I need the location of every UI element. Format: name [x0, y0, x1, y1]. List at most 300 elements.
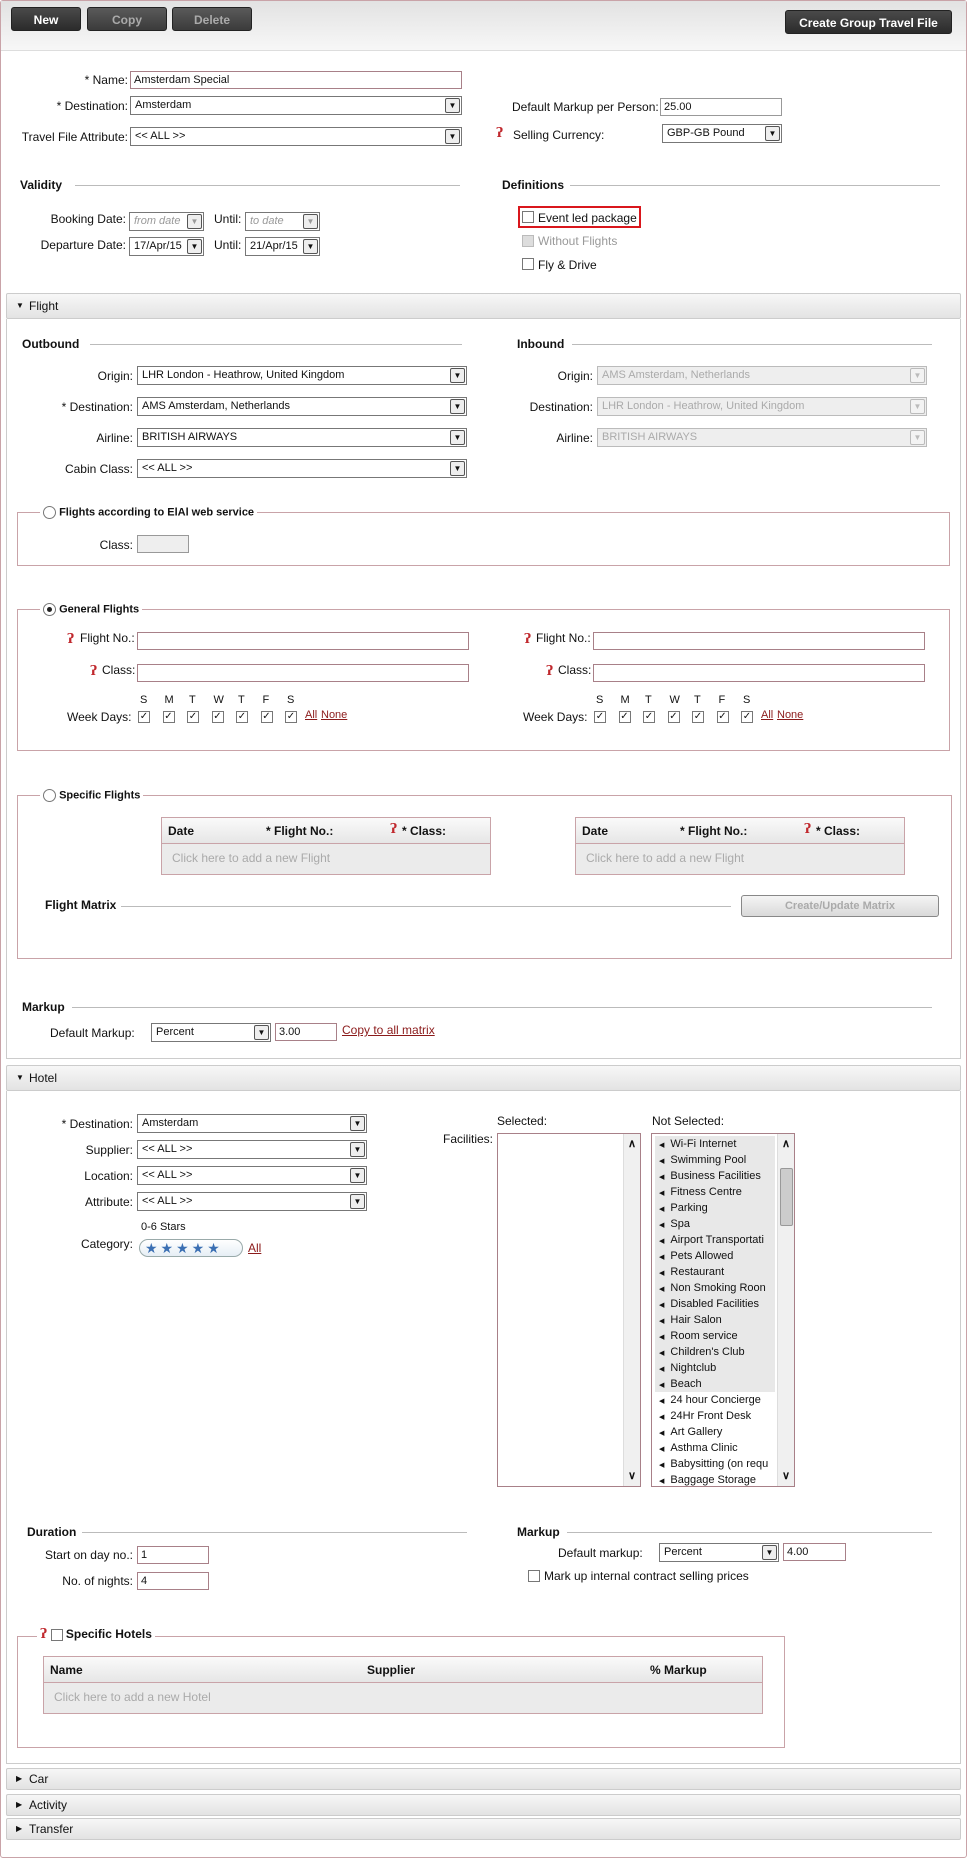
chevron-down-icon: ▼	[910, 430, 925, 445]
facility-item[interactable]	[655, 1280, 775, 1296]
create-update-matrix-button[interactable]: Create/Update Matrix	[741, 895, 939, 917]
facility-item[interactable]	[655, 1200, 775, 1216]
outbound-title: Outbound	[22, 337, 80, 351]
in-day-checkbox[interactable]: ✓	[693, 711, 703, 722]
help-icon[interactable]: ʔ	[390, 822, 398, 837]
facility-item[interactable]	[655, 1184, 775, 1200]
travel-file-attribute-label: Travel File Attribute:	[21, 130, 128, 144]
out-day-label: S	[287, 694, 295, 706]
internal-markup-label: Mark up internal contract selling prices	[544, 1569, 749, 1583]
chevron-down-icon: ▼	[450, 430, 465, 445]
flight-markup-type-value: Percent	[156, 1026, 194, 1038]
out-destination-select[interactable]	[137, 397, 467, 416]
not-selected-label: Not Selected:	[652, 1114, 725, 1128]
table-header	[162, 818, 490, 844]
in-day-label: M	[620, 694, 630, 706]
facility-item[interactable]	[655, 1216, 775, 1232]
divider	[570, 185, 940, 186]
specific-flights-legend	[40, 789, 143, 802]
location-value: << ALL >>	[142, 1169, 193, 1181]
in-day-checkbox[interactable]: ✓	[718, 711, 727, 722]
location-select[interactable]	[137, 1166, 367, 1185]
hotel-markup-type-select[interactable]	[659, 1543, 779, 1562]
table-header	[576, 818, 904, 844]
move-left-icon: ◀	[659, 1446, 665, 1453]
move-left-icon: ◀	[659, 1382, 665, 1389]
move-left-icon: ◀	[659, 1286, 665, 1293]
in-day-checkbox[interactable]: ✓	[742, 711, 752, 722]
add-flight-row[interactable]: Click here to add a new Flight	[172, 851, 331, 865]
col-markup: % Markup	[650, 1663, 707, 1677]
facility-label: Airport Transportati	[670, 1234, 764, 1246]
event-led-checkbox[interactable]	[522, 211, 534, 223]
facility-label: Baggage Storage	[670, 1474, 757, 1486]
activity-panel-header[interactable]	[6, 1794, 961, 1816]
name-input[interactable]: Amsterdam Special	[130, 71, 462, 89]
move-left-icon: ◀	[659, 1430, 665, 1437]
out-airline-label: Airline:	[96, 431, 133, 445]
out-class-label: Class:	[102, 663, 136, 677]
out-weekdays-label: Week Days:	[67, 710, 132, 724]
move-left-icon: ◀	[659, 1366, 665, 1373]
star-rating-slider[interactable]: ★★★★★	[139, 1239, 243, 1257]
selling-currency-select[interactable]	[662, 124, 782, 143]
cabin-class-value: << ALL >>	[142, 462, 193, 474]
help-icon[interactable]: ʔ	[40, 1627, 48, 1642]
definitions-section-title: Definitions	[502, 178, 564, 192]
facility-label: Swimming Pool	[670, 1154, 747, 1166]
in-airline-label: Airline:	[556, 431, 593, 445]
out-all-link[interactable]: All	[305, 709, 318, 721]
in-day-checkbox[interactable]: ✓	[620, 711, 629, 722]
default-markup-input[interactable]: 25.00	[660, 98, 782, 116]
out-day-label: T	[189, 694, 196, 706]
divider	[90, 344, 462, 345]
booking-to-date[interactable]	[245, 212, 320, 231]
out-day-label: M	[164, 694, 174, 706]
facility-item[interactable]	[655, 1456, 775, 1472]
without-flights-checkbox[interactable]	[522, 235, 534, 247]
hotel-markup-title: Markup	[517, 1525, 560, 1539]
hotel-markup-type-value: Percent	[664, 1546, 702, 1558]
out-day-checkbox[interactable]: ✓	[262, 711, 271, 722]
fly-drive-label: Fly & Drive	[538, 258, 597, 272]
facility-label: Spa	[670, 1218, 690, 1230]
out-day-checkbox[interactable]: ✓	[188, 711, 198, 722]
in-origin-select[interactable]	[597, 366, 927, 385]
hotel-attribute-value: << ALL >>	[142, 1195, 193, 1207]
facility-label: Children's Club	[670, 1346, 745, 1358]
move-left-icon: ◀	[659, 1334, 665, 1341]
in-day-label: T	[694, 694, 701, 706]
departure-date-label: Departure Date:	[40, 238, 126, 252]
in-day-label: S	[743, 694, 751, 706]
elal-legend	[40, 506, 257, 519]
facility-label: Restaurant	[670, 1266, 725, 1278]
out-day-checkbox[interactable]: ✓	[213, 711, 222, 722]
facility-item[interactable]	[655, 1328, 775, 1344]
out-origin-select[interactable]	[137, 366, 467, 385]
out-day-checkbox[interactable]: ✓	[286, 711, 296, 722]
destination-label: * Destination:	[56, 99, 128, 113]
col-class: * Class:	[816, 824, 861, 838]
facility-label: 24Hr Front Desk	[670, 1410, 752, 1422]
move-left-icon: ◀	[659, 1318, 665, 1325]
selected-facilities-list[interactable]	[497, 1133, 641, 1487]
not-selected-facilities-list[interactable]	[651, 1133, 795, 1487]
booking-from-date[interactable]	[129, 212, 204, 231]
chevron-down-icon: ▼	[910, 368, 925, 383]
chevron-down-icon: ▼	[910, 399, 925, 414]
facility-label: Business Facilities	[670, 1170, 761, 1182]
facility-label: 24 hour Concierge	[670, 1394, 761, 1406]
facility-label: Nightclub	[670, 1362, 717, 1374]
hotel-markup-input[interactable]: 4.00	[783, 1543, 846, 1561]
chevron-down-icon: ▼	[445, 98, 460, 113]
hotel-destination-select[interactable]	[137, 1114, 367, 1133]
chevron-down-icon: ▼	[445, 129, 460, 144]
calendar-dropdown-icon: ▼	[303, 239, 318, 254]
facility-label: Wi-Fi Internet	[670, 1138, 737, 1150]
collapse-triangle-icon: ▼	[16, 1073, 24, 1082]
location-label: Location:	[84, 1169, 133, 1183]
flight-panel-title: Flight	[29, 299, 59, 313]
start-day-input[interactable]: 1	[137, 1546, 209, 1564]
scroll-up-icon[interactable]: ∧	[627, 1138, 637, 1150]
move-left-icon: ◀	[659, 1158, 665, 1165]
elal-radio[interactable]	[43, 506, 56, 519]
hotel-panel-header[interactable]	[6, 1065, 961, 1091]
scroll-up-icon[interactable]: ∧	[781, 1138, 791, 1150]
help-icon[interactable]: ʔ	[804, 822, 812, 837]
facility-item[interactable]	[655, 1408, 775, 1424]
flight-markup-input[interactable]: 3.00	[275, 1023, 337, 1041]
outbound-flights-table	[161, 817, 491, 875]
out-day-checkbox[interactable]: ✓	[139, 711, 149, 722]
move-left-icon: ◀	[659, 1270, 665, 1277]
facility-label: Babysitting (on requ	[670, 1458, 769, 1470]
col-supplier: Supplier	[367, 1663, 416, 1677]
travel-file-attribute-select[interactable]	[130, 127, 462, 146]
delete-button[interactable]: Delete	[172, 7, 252, 31]
col-name: Name	[50, 1663, 83, 1677]
facility-item[interactable]	[655, 1440, 775, 1456]
car-panel-header[interactable]	[6, 1768, 961, 1790]
cabin-class-label: Cabin Class:	[64, 462, 133, 476]
facility-item[interactable]	[655, 1344, 775, 1360]
new-button[interactable]: New	[11, 7, 81, 31]
move-left-icon: ◀	[659, 1414, 665, 1421]
transfer-panel-header[interactable]	[6, 1818, 961, 1840]
specific-flights-radio[interactable]	[43, 789, 56, 802]
scroll-thumb[interactable]	[780, 1168, 793, 1226]
toolbar	[1, 1, 966, 51]
move-left-icon: ◀	[659, 1398, 665, 1405]
in-origin-label: Origin:	[557, 369, 593, 383]
facilities-label: Facilities:	[443, 1132, 494, 1146]
departure-until-label: Until:	[214, 238, 242, 252]
in-flight-no-label: Flight No.:	[536, 631, 591, 645]
facility-item[interactable]	[655, 1296, 775, 1312]
chevron-down-icon: ▼	[450, 399, 465, 414]
facility-label: Room service	[670, 1330, 738, 1342]
move-left-icon: ◀	[659, 1222, 665, 1229]
specific-hotels-table	[43, 1656, 763, 1714]
chevron-down-icon: ▼	[350, 1116, 365, 1131]
general-flights-legend	[40, 603, 142, 616]
calendar-dropdown-icon: ▼	[187, 239, 202, 254]
departure-from-value: 17/Apr/15	[134, 240, 182, 252]
facility-label: Disabled Facilities	[670, 1298, 760, 1310]
stars-all-link[interactable]: All	[248, 1241, 262, 1255]
booking-date-label: Booking Date:	[50, 212, 126, 226]
out-origin-value: LHR London - Heathrow, United Kingdom	[142, 369, 345, 381]
move-left-icon: ◀	[659, 1174, 665, 1181]
divider	[82, 1532, 467, 1533]
chevron-down-icon: ▼	[450, 368, 465, 383]
out-day-checkbox[interactable]: ✓	[237, 711, 247, 722]
expand-triangle-icon: ▶	[16, 1800, 23, 1809]
help-icon[interactable]: ʔ	[67, 632, 75, 647]
facility-label: Pets Allowed	[670, 1250, 734, 1262]
destination-value: Amsterdam	[135, 99, 192, 111]
facility-label: Art Gallery	[670, 1426, 723, 1438]
departure-from-date[interactable]	[129, 237, 204, 256]
facility-label: Parking	[670, 1202, 708, 1214]
hotel-attribute-select[interactable]	[137, 1192, 367, 1211]
out-day-label: T	[238, 694, 245, 706]
in-all-link[interactable]: All	[761, 709, 774, 721]
selling-currency-value: GBP-GB Pound	[667, 127, 745, 139]
in-day-checkbox[interactable]: ✓	[669, 711, 678, 722]
in-flight-no-input[interactable]	[593, 632, 925, 650]
facility-item[interactable]	[655, 1136, 775, 1152]
specific-hotels-title: Specific Hotels	[65, 1627, 152, 1641]
create-group-travel-file-button[interactable]: Create Group Travel File	[785, 10, 952, 34]
scroll-down-icon[interactable]: ∨	[627, 1470, 637, 1482]
out-day-checkbox[interactable]: ✓	[164, 711, 173, 722]
hotel-default-markup-label: Default markup:	[558, 1546, 643, 1560]
nights-input[interactable]: 4	[137, 1572, 209, 1590]
facility-item[interactable]	[655, 1152, 775, 1168]
selected-label: Selected:	[497, 1114, 548, 1128]
departure-to-value: 21/Apr/15	[250, 240, 298, 252]
in-class-label: Class:	[558, 663, 592, 677]
in-origin-value: AMS Amsterdam, Netherlands	[602, 369, 750, 381]
facilities-items	[655, 1136, 775, 1487]
name-label: * Name:	[84, 73, 128, 87]
general-flights-title: General Flights	[59, 603, 140, 616]
divider	[567, 1532, 932, 1533]
in-weekdays-label: Week Days:	[523, 710, 588, 724]
calendar-dropdown-icon: ▼	[303, 214, 318, 229]
elal-title: Flights according to ElAl web service	[59, 506, 255, 519]
supplier-select[interactable]	[137, 1140, 367, 1159]
move-left-icon: ◀	[659, 1190, 665, 1197]
flight-markup-title: Markup	[22, 1000, 65, 1014]
facility-item[interactable]	[655, 1248, 775, 1264]
chevron-down-icon: ▼	[350, 1168, 365, 1183]
facility-item[interactable]	[655, 1376, 775, 1392]
scroll-down-icon[interactable]: ∨	[781, 1470, 791, 1482]
facility-item[interactable]	[655, 1232, 775, 1248]
facility-item[interactable]	[655, 1360, 775, 1376]
help-icon[interactable]: ʔ	[496, 126, 504, 141]
inbound-flights-table	[575, 817, 905, 875]
divider	[121, 906, 731, 907]
move-left-icon: ◀	[659, 1238, 665, 1245]
col-flight-no: * Flight No.:	[266, 824, 334, 838]
cabin-class-select[interactable]	[137, 459, 467, 478]
specific-hotels-checkbox[interactable]	[51, 1629, 63, 1641]
elal-class-input[interactable]	[137, 535, 189, 553]
chevron-down-icon: ▼	[350, 1194, 365, 1209]
in-day-label: S	[596, 694, 604, 706]
travel-file-attribute-value: << ALL >>	[135, 130, 186, 142]
flight-panel-header[interactable]	[6, 293, 961, 319]
move-left-icon: ◀	[659, 1206, 665, 1213]
help-icon[interactable]: ʔ	[90, 664, 98, 679]
out-destination-value: AMS Amsterdam, Netherlands	[142, 400, 290, 412]
in-day-checkbox[interactable]: ✓	[595, 711, 605, 722]
in-day-label: W	[669, 694, 680, 706]
facility-item[interactable]	[655, 1264, 775, 1280]
in-class-input[interactable]	[593, 664, 925, 682]
selling-currency-label: Selling Currency:	[513, 128, 605, 142]
col-date: Date	[582, 824, 609, 838]
supplier-label: Supplier:	[85, 1143, 133, 1157]
collapse-triangle-icon: ▼	[16, 301, 24, 310]
hotel-attribute-label: Attribute:	[84, 1195, 133, 1209]
divider	[72, 1007, 932, 1008]
fly-drive-checkbox[interactable]	[522, 258, 534, 270]
move-left-icon: ◀	[659, 1350, 665, 1357]
nights-label: No. of nights:	[62, 1574, 133, 1588]
out-origin-label: Origin:	[97, 369, 133, 383]
out-airline-select[interactable]	[137, 428, 467, 447]
facility-label: Hair Salon	[670, 1314, 722, 1326]
in-day-checkbox[interactable]: ✓	[644, 711, 654, 722]
hotel-destination-label: * Destination:	[61, 1117, 133, 1131]
in-destination-value: LHR London - Heathrow, United Kingdom	[602, 400, 805, 412]
in-airline-select[interactable]	[597, 428, 927, 447]
out-day-label: W	[213, 694, 224, 706]
add-hotel-row[interactable]: Click here to add a new Hotel	[54, 1690, 211, 1704]
specific-hotels-legend	[37, 1627, 155, 1642]
scrollbar[interactable]	[623, 1134, 640, 1486]
start-day-label: Start on day no.:	[44, 1548, 133, 1562]
booking-to-value: to date	[250, 215, 284, 227]
out-airline-value: BRITISH AIRWAYS	[142, 431, 238, 443]
flight-markup-type-select[interactable]	[151, 1023, 271, 1042]
elal-class-label: Class:	[99, 538, 133, 552]
flight-matrix-title: Flight Matrix	[45, 898, 117, 912]
out-none-link[interactable]: None	[321, 709, 348, 721]
divider	[572, 344, 932, 345]
car-panel-title: Car	[29, 1772, 49, 1786]
col-class: * Class:	[402, 824, 447, 838]
add-flight-row[interactable]: Click here to add a new Flight	[586, 851, 745, 865]
departure-to-date[interactable]	[245, 237, 320, 256]
out-day-label: F	[262, 694, 270, 706]
without-flights-label: Without Flights	[538, 234, 618, 248]
out-day-label: S	[140, 694, 148, 706]
event-led-label: Event led package	[538, 211, 637, 225]
move-left-icon: ◀	[659, 1478, 665, 1485]
validity-section-title: Validity	[20, 178, 63, 192]
booking-until-label: Until:	[214, 212, 242, 226]
chevron-down-icon: ▼	[450, 461, 465, 476]
chevron-down-icon: ▼	[254, 1025, 269, 1040]
out-destination-label: * Destination:	[61, 400, 133, 414]
activity-panel-title: Activity	[29, 1798, 68, 1812]
hotel-panel-title: Hotel	[29, 1071, 58, 1085]
table-header	[44, 1657, 762, 1683]
internal-markup-checkbox[interactable]	[528, 1570, 540, 1582]
out-flight-no-input[interactable]	[137, 632, 469, 650]
help-icon[interactable]: ʔ	[524, 632, 532, 647]
copy-button[interactable]: Copy	[87, 7, 167, 31]
col-date: Date	[168, 824, 195, 838]
stars-caption: 0-6 Stars	[141, 1221, 186, 1233]
scrollbar[interactable]	[777, 1134, 794, 1486]
out-flight-no-label: Flight No.:	[80, 631, 135, 645]
default-markup-label: Default Markup per Person:	[512, 100, 659, 114]
booking-from-value: from date	[134, 215, 181, 227]
in-none-link[interactable]: None	[777, 709, 804, 721]
general-flights-radio[interactable]	[43, 603, 56, 616]
facility-item[interactable]	[655, 1392, 775, 1408]
move-left-icon: ◀	[659, 1462, 665, 1469]
facility-item[interactable]	[655, 1472, 775, 1487]
expand-triangle-icon: ▶	[16, 1774, 23, 1783]
move-left-icon: ◀	[659, 1142, 665, 1149]
col-flight-no: * Flight No.:	[680, 824, 748, 838]
in-destination-label: Destination:	[529, 400, 593, 414]
in-destination-select[interactable]	[597, 397, 927, 416]
chevron-down-icon: ▼	[762, 1545, 777, 1560]
in-day-label: F	[718, 694, 726, 706]
chevron-down-icon: ▼	[765, 126, 780, 141]
facility-label: Asthma Clinic	[670, 1442, 738, 1454]
duration-title: Duration	[27, 1525, 77, 1539]
destination-select[interactable]	[130, 96, 462, 115]
category-label: Category:	[80, 1237, 133, 1251]
help-icon[interactable]: ʔ	[546, 664, 554, 679]
inbound-title: Inbound	[517, 337, 565, 351]
out-class-input[interactable]	[137, 664, 469, 682]
calendar-dropdown-icon: ▼	[187, 214, 202, 229]
facility-item[interactable]	[655, 1424, 775, 1440]
transfer-panel-title: Transfer	[29, 1822, 74, 1836]
facility-item[interactable]	[655, 1168, 775, 1184]
specific-flights-title: Specific Flights	[59, 789, 141, 802]
chevron-down-icon: ▼	[350, 1142, 365, 1157]
flight-default-markup-label: Default Markup:	[50, 1026, 135, 1040]
facility-label: Non Smoking Roon	[670, 1282, 766, 1294]
move-left-icon: ◀	[659, 1254, 665, 1261]
expand-triangle-icon: ▶	[16, 1824, 23, 1833]
in-day-label: T	[645, 694, 652, 706]
copy-to-all-matrix-link[interactable]: Copy to all matrix	[342, 1023, 435, 1037]
divider	[75, 185, 460, 186]
facility-item[interactable]	[655, 1312, 775, 1328]
move-left-icon: ◀	[659, 1302, 665, 1309]
hotel-destination-value: Amsterdam	[142, 1117, 199, 1129]
supplier-value: << ALL >>	[142, 1143, 193, 1155]
in-airline-value: BRITISH AIRWAYS	[602, 431, 698, 443]
facility-label: Fitness Centre	[670, 1186, 742, 1198]
